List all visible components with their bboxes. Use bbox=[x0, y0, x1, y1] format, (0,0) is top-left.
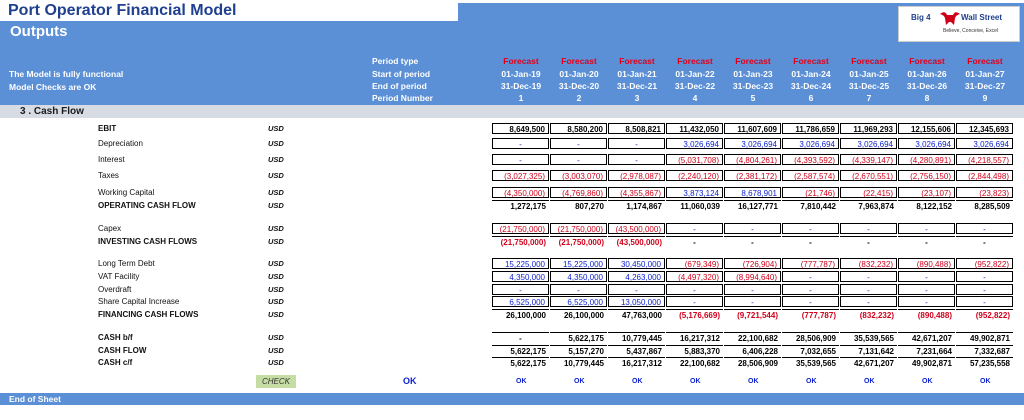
row-label: VAT Facility bbox=[98, 272, 140, 281]
table-cell[interactable]: (679,349) bbox=[666, 258, 723, 269]
start-date: 01-Jan-23 bbox=[733, 69, 773, 79]
table-cell[interactable]: 3,873,124 bbox=[666, 187, 723, 198]
table-cell[interactable]: - bbox=[782, 236, 839, 247]
table-cell[interactable]: - bbox=[724, 284, 781, 295]
table-cell[interactable]: 8,580,200 bbox=[550, 123, 607, 134]
period-number: 7 bbox=[866, 93, 872, 103]
table-cell[interactable]: 28,506,909 bbox=[724, 357, 781, 368]
table-cell[interactable]: 11,969,293 bbox=[840, 123, 897, 134]
table-cell[interactable]: - bbox=[550, 154, 607, 165]
table-cell[interactable]: 8,285,509 bbox=[956, 200, 1013, 211]
row-label: Overdraft bbox=[98, 285, 132, 294]
table-cell[interactable]: 4,263,000 bbox=[608, 271, 665, 282]
table-cell[interactable]: 3,026,694 bbox=[782, 138, 839, 149]
section-bar bbox=[0, 105, 1024, 118]
table-cell[interactable]: - bbox=[608, 138, 665, 149]
table-cell[interactable]: 6,525,000 bbox=[492, 296, 549, 307]
check-ok-cell: OK bbox=[806, 378, 817, 385]
table-cell[interactable]: (21,750,000) bbox=[550, 223, 607, 234]
start-date: 01-Jan-22 bbox=[675, 69, 715, 79]
table-cell[interactable]: - bbox=[608, 154, 665, 165]
table-cell[interactable]: - bbox=[840, 236, 897, 247]
row-unit: USD bbox=[268, 188, 284, 197]
table-cell[interactable]: - bbox=[608, 284, 665, 295]
table-cell[interactable]: 35,539,565 bbox=[782, 357, 839, 368]
check-ok-cell: OK bbox=[864, 378, 875, 385]
table-cell[interactable]: 15,225,000 bbox=[492, 258, 549, 269]
table-cell[interactable]: - bbox=[840, 296, 897, 307]
table-cell[interactable]: (8,994,640) bbox=[724, 271, 781, 282]
status-line-functional: The Model is fully functional bbox=[9, 69, 124, 79]
table-cell[interactable]: - bbox=[724, 223, 781, 234]
table-cell[interactable]: 49,902,871 bbox=[898, 357, 955, 368]
table-cell[interactable]: - bbox=[956, 236, 1013, 247]
table-cell[interactable]: 10,779,445 bbox=[550, 357, 607, 368]
row-unit: USD bbox=[268, 358, 284, 367]
table-cell[interactable]: (21,750,000) bbox=[550, 236, 607, 247]
row-unit: USD bbox=[268, 346, 284, 355]
table-cell[interactable]: 8,508,821 bbox=[608, 123, 665, 134]
row-unit: USD bbox=[268, 237, 284, 246]
table-cell[interactable]: 6,525,000 bbox=[550, 296, 607, 307]
table-cell[interactable]: 42,671,207 bbox=[840, 357, 897, 368]
table-cell[interactable]: - bbox=[898, 236, 955, 247]
row-label: Depreciation bbox=[98, 139, 143, 148]
table-cell[interactable]: - bbox=[782, 296, 839, 307]
end-date: 31-Dec-21 bbox=[616, 81, 658, 91]
table-cell[interactable]: - bbox=[782, 223, 839, 234]
end-date: 31-Dec-24 bbox=[790, 81, 832, 91]
table-cell[interactable]: 42,671,207 bbox=[898, 332, 955, 343]
table-cell[interactable]: (832,232) bbox=[840, 258, 897, 269]
table-cell[interactable]: 3,026,694 bbox=[956, 138, 1013, 149]
table-cell[interactable]: 7,810,442 bbox=[782, 200, 839, 211]
table-cell[interactable]: (4,497,320) bbox=[666, 271, 723, 282]
table-cell[interactable]: 3,026,694 bbox=[724, 138, 781, 149]
row-label: Long Term Debt bbox=[98, 259, 155, 268]
table-cell[interactable]: - bbox=[492, 154, 549, 165]
table-cell[interactable]: (4,769,860) bbox=[550, 187, 607, 198]
row-unit: USD bbox=[268, 259, 284, 268]
table-cell[interactable]: (23,823) bbox=[956, 187, 1013, 198]
table-cell[interactable]: (3,003,070) bbox=[550, 170, 607, 181]
table-cell[interactable]: - bbox=[550, 284, 607, 295]
check-ok-cell: OK bbox=[690, 378, 701, 385]
table-cell[interactable]: - bbox=[956, 271, 1013, 282]
row-label: Working Capital bbox=[98, 188, 155, 197]
table-cell[interactable]: 26,100,000 bbox=[550, 309, 607, 320]
table-cell[interactable]: 4,350,000 bbox=[550, 271, 607, 282]
table-cell[interactable]: 16,217,312 bbox=[666, 332, 723, 343]
start-date: 01-Jan-27 bbox=[965, 69, 1005, 79]
table-cell[interactable]: 11,786,659 bbox=[782, 123, 839, 134]
row-label: Share Capital Increase bbox=[98, 297, 180, 306]
check-button[interactable]: CHECK bbox=[256, 375, 296, 388]
table-cell[interactable]: - bbox=[492, 284, 549, 295]
table-cell[interactable]: (43,500,000) bbox=[608, 236, 665, 247]
table-cell[interactable]: - bbox=[666, 284, 723, 295]
section-title: 3 . Cash Flow bbox=[20, 106, 84, 117]
company-logo bbox=[898, 6, 1020, 42]
table-cell[interactable]: - bbox=[724, 296, 781, 307]
check-ok-cell: OK bbox=[574, 378, 585, 385]
table-cell[interactable]: (21,750,000) bbox=[492, 223, 549, 234]
table-cell[interactable]: 49,902,871 bbox=[956, 332, 1013, 343]
check-ok-cell: OK bbox=[980, 378, 991, 385]
end-date: 31-Dec-27 bbox=[964, 81, 1006, 91]
period-number: 6 bbox=[808, 93, 814, 103]
table-cell[interactable]: 16,127,771 bbox=[724, 200, 781, 211]
forecast-label: Forecast bbox=[561, 56, 597, 66]
table-cell[interactable]: 35,539,565 bbox=[840, 332, 897, 343]
table-cell[interactable]: 5,622,175 bbox=[492, 345, 549, 356]
logo-text-right: Wall Street bbox=[961, 13, 1003, 22]
check-ok-cell: OK bbox=[516, 378, 527, 385]
table-cell[interactable]: - bbox=[666, 296, 723, 307]
bull-icon bbox=[939, 10, 961, 28]
model-title: Port Operator Financial Model bbox=[8, 2, 237, 19]
row-label: INVESTING CASH FLOWS bbox=[98, 237, 198, 246]
forecast-label: Forecast bbox=[503, 56, 539, 66]
table-cell[interactable]: 5,622,175 bbox=[492, 357, 549, 368]
row-label: Taxes bbox=[98, 171, 119, 180]
table-cell[interactable]: (4,355,867) bbox=[608, 187, 665, 198]
table-cell[interactable]: 1,272,175 bbox=[492, 200, 549, 211]
table-cell[interactable]: 12,345,693 bbox=[956, 123, 1013, 134]
table-cell[interactable]: (2,756,150) bbox=[898, 170, 955, 181]
footer-band bbox=[0, 393, 1024, 405]
table-cell[interactable]: (2,978,087) bbox=[608, 170, 665, 181]
period-number: 8 bbox=[924, 93, 930, 103]
table-cell[interactable]: 5,157,270 bbox=[550, 345, 607, 356]
logo-text-left: Big 4 bbox=[911, 13, 931, 22]
start-date: 01-Jan-19 bbox=[501, 69, 541, 79]
table-cell[interactable]: 7,332,687 bbox=[956, 345, 1013, 356]
table-cell[interactable]: - bbox=[550, 138, 607, 149]
table-cell[interactable]: (2,844,498) bbox=[956, 170, 1013, 181]
table-cell[interactable]: - bbox=[666, 223, 723, 234]
forecast-label: Forecast bbox=[967, 56, 1003, 66]
table-cell[interactable]: 4,350,000 bbox=[492, 271, 549, 282]
table-cell[interactable]: 47,763,000 bbox=[608, 309, 665, 320]
table-cell[interactable]: - bbox=[492, 138, 549, 149]
table-cell[interactable]: (832,232) bbox=[840, 309, 897, 320]
end-period-label: End of period bbox=[372, 81, 427, 91]
check-ok-cell: OK bbox=[748, 378, 759, 385]
table-cell[interactable]: 57,235,558 bbox=[956, 357, 1013, 368]
table-cell[interactable]: 16,217,312 bbox=[608, 357, 665, 368]
table-cell[interactable]: 3,026,694 bbox=[898, 138, 955, 149]
table-cell[interactable]: 7,032,655 bbox=[782, 345, 839, 356]
period-number: 3 bbox=[634, 93, 640, 103]
row-unit: USD bbox=[268, 333, 284, 342]
table-cell[interactable]: 3,026,694 bbox=[840, 138, 897, 149]
table-cell[interactable]: (21,750,000) bbox=[492, 236, 549, 247]
table-cell[interactable]: - bbox=[898, 296, 955, 307]
end-date: 31-Dec-22 bbox=[674, 81, 716, 91]
table-cell[interactable]: 1,174,867 bbox=[608, 200, 665, 211]
table-cell[interactable]: (2,587,574) bbox=[782, 170, 839, 181]
table-cell[interactable]: - bbox=[898, 284, 955, 295]
row-label: CASH FLOW bbox=[98, 346, 147, 355]
row-unit: USD bbox=[268, 285, 284, 294]
table-cell[interactable]: (9,721,544) bbox=[724, 309, 781, 320]
table-cell[interactable]: (890,488) bbox=[898, 309, 955, 320]
table-cell[interactable]: - bbox=[666, 236, 723, 247]
start-date: 01-Jan-20 bbox=[559, 69, 599, 79]
start-date: 01-Jan-21 bbox=[617, 69, 657, 79]
table-cell[interactable]: (43,500,000) bbox=[608, 223, 665, 234]
table-cell[interactable]: - bbox=[782, 271, 839, 282]
table-cell[interactable]: (890,488) bbox=[898, 258, 955, 269]
table-cell[interactable]: 8,649,500 bbox=[492, 123, 549, 134]
table-cell[interactable]: 13,050,000 bbox=[608, 296, 665, 307]
table-cell[interactable]: (726,904) bbox=[724, 258, 781, 269]
row-label: CASH c/f bbox=[98, 358, 133, 367]
overall-check-status: OK bbox=[403, 376, 417, 386]
table-cell[interactable]: - bbox=[492, 332, 549, 343]
row-unit: USD bbox=[268, 139, 284, 148]
table-cell[interactable]: 5,622,175 bbox=[550, 332, 607, 343]
table-cell[interactable]: 30,450,000 bbox=[608, 258, 665, 269]
table-cell[interactable]: 12,155,606 bbox=[898, 123, 955, 134]
table-cell[interactable]: 22,100,682 bbox=[666, 357, 723, 368]
table-cell[interactable]: (5,031,708) bbox=[666, 154, 723, 165]
table-cell[interactable]: 8,122,152 bbox=[898, 200, 955, 211]
table-cell[interactable]: 5,437,867 bbox=[608, 345, 665, 356]
table-cell[interactable]: 5,883,370 bbox=[666, 345, 723, 356]
table-cell[interactable]: 15,225,000 bbox=[550, 258, 607, 269]
end-date: 31-Dec-26 bbox=[906, 81, 948, 91]
row-label: Capex bbox=[98, 224, 122, 233]
forecast-label: Forecast bbox=[909, 56, 945, 66]
table-cell[interactable]: 11,060,039 bbox=[666, 200, 723, 211]
outputs-label: Outputs bbox=[10, 23, 68, 40]
table-cell[interactable]: (952,822) bbox=[956, 258, 1013, 269]
period-type-label: Period type bbox=[372, 56, 419, 66]
forecast-label: Forecast bbox=[851, 56, 887, 66]
forecast-label: Forecast bbox=[677, 56, 713, 66]
table-cell[interactable]: (3,027,325) bbox=[492, 170, 549, 181]
table-cell[interactable]: - bbox=[724, 236, 781, 247]
table-cell[interactable]: - bbox=[840, 284, 897, 295]
start-date: 01-Jan-24 bbox=[791, 69, 831, 79]
table-cell[interactable]: (2,670,551) bbox=[840, 170, 897, 181]
table-cell[interactable]: (2,240,120) bbox=[666, 170, 723, 181]
row-label: OPERATING CASH FLOW bbox=[98, 201, 196, 210]
table-cell[interactable]: 6,406,228 bbox=[724, 345, 781, 356]
table-cell[interactable]: - bbox=[840, 223, 897, 234]
table-cell[interactable]: (5,176,669) bbox=[666, 309, 723, 320]
period-number: 1 bbox=[518, 93, 524, 103]
forecast-label: Forecast bbox=[735, 56, 771, 66]
table-cell[interactable]: - bbox=[956, 296, 1013, 307]
table-cell[interactable]: (4,280,891) bbox=[898, 154, 955, 165]
row-unit: USD bbox=[268, 124, 284, 133]
forecast-label: Forecast bbox=[793, 56, 829, 66]
table-cell[interactable]: (4,350,000) bbox=[492, 187, 549, 198]
table-cell[interactable]: (2,381,172) bbox=[724, 170, 781, 181]
table-cell[interactable]: - bbox=[782, 284, 839, 295]
table-cell[interactable]: 8,678,901 bbox=[724, 187, 781, 198]
table-cell[interactable]: - bbox=[956, 284, 1013, 295]
row-label: Interest bbox=[98, 155, 125, 164]
row-label: FINANCING CASH FLOWS bbox=[98, 310, 199, 319]
table-cell[interactable]: (777,787) bbox=[782, 258, 839, 269]
table-cell[interactable]: 26,100,000 bbox=[492, 309, 549, 320]
table-cell[interactable]: (4,393,592) bbox=[782, 154, 839, 165]
row-unit: USD bbox=[268, 171, 284, 180]
end-of-sheet-label: End of Sheet bbox=[9, 394, 61, 404]
table-cell[interactable]: (23,107) bbox=[898, 187, 955, 198]
row-unit: USD bbox=[268, 297, 284, 306]
row-unit: USD bbox=[268, 224, 284, 233]
row-label: EBIT bbox=[98, 124, 117, 133]
row-label: CASH b/f bbox=[98, 333, 133, 342]
table-cell[interactable]: - bbox=[840, 271, 897, 282]
row-unit: USD bbox=[268, 155, 284, 164]
status-line-checks: Model Checks are OK bbox=[9, 82, 97, 92]
table-cell[interactable]: 28,506,909 bbox=[782, 332, 839, 343]
table-cell[interactable]: 7,963,874 bbox=[840, 200, 897, 211]
row-unit: USD bbox=[268, 201, 284, 210]
end-date: 31-Dec-25 bbox=[848, 81, 890, 91]
table-cell[interactable]: 7,231,664 bbox=[898, 345, 955, 356]
table-cell[interactable]: - bbox=[898, 271, 955, 282]
table-cell[interactable]: (777,787) bbox=[782, 309, 839, 320]
period-number: 5 bbox=[750, 93, 756, 103]
end-date: 31-Dec-23 bbox=[732, 81, 774, 91]
start-date: 01-Jan-25 bbox=[849, 69, 889, 79]
forecast-label: Forecast bbox=[619, 56, 655, 66]
table-cell[interactable]: - bbox=[898, 223, 955, 234]
table-cell[interactable]: (22,415) bbox=[840, 187, 897, 198]
table-cell[interactable]: (21,746) bbox=[782, 187, 839, 198]
table-cell[interactable]: - bbox=[956, 223, 1013, 234]
table-cell[interactable]: (4,804,261) bbox=[724, 154, 781, 165]
table-cell[interactable]: 10,779,445 bbox=[608, 332, 665, 343]
period-number: 9 bbox=[982, 93, 988, 103]
table-cell[interactable]: 7,131,642 bbox=[840, 345, 897, 356]
end-date: 31-Dec-19 bbox=[500, 81, 542, 91]
start-date: 01-Jan-26 bbox=[907, 69, 947, 79]
start-period-label: Start of period bbox=[372, 69, 431, 79]
row-unit: USD bbox=[268, 272, 284, 281]
table-cell[interactable]: 11,607,609 bbox=[724, 123, 781, 134]
table-cell[interactable]: (4,218,557) bbox=[956, 154, 1013, 165]
table-cell[interactable]: (952,822) bbox=[956, 309, 1013, 320]
end-date: 31-Dec-20 bbox=[558, 81, 600, 91]
table-cell[interactable]: (4,339,147) bbox=[840, 154, 897, 165]
period-number: 4 bbox=[692, 93, 698, 103]
table-cell[interactable]: 3,026,694 bbox=[666, 138, 723, 149]
table-cell[interactable]: 807,270 bbox=[550, 200, 607, 211]
logo-tagline: Believe, Conceive, Excel bbox=[943, 28, 999, 34]
check-ok-cell: OK bbox=[922, 378, 933, 385]
check-ok-cell: OK bbox=[632, 378, 643, 385]
table-cell[interactable]: 22,100,682 bbox=[724, 332, 781, 343]
period-number: 2 bbox=[576, 93, 582, 103]
table-cell[interactable]: 11,432,050 bbox=[666, 123, 723, 134]
row-unit: USD bbox=[268, 310, 284, 319]
period-number-label: Period Number bbox=[372, 93, 433, 103]
